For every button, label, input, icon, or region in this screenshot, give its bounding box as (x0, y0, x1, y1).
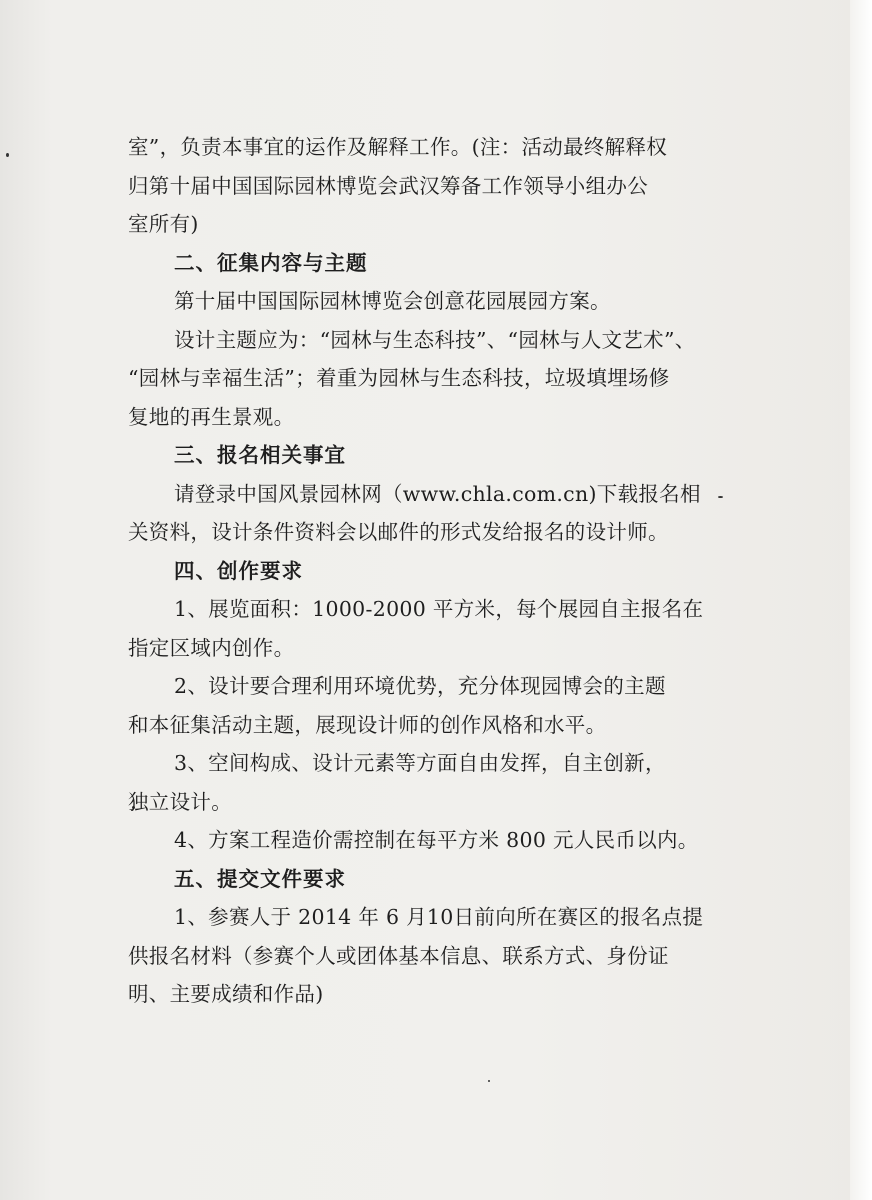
text-line: 独立设计。 (128, 789, 232, 814)
text-line: “园林与幸福生活”；着重为园林与生态科技，垃圾填埋场修 (128, 366, 670, 390)
text-line: 3、空间构成、设计元素等方面自由发挥，自主创新， (174, 751, 666, 775)
page-edge (850, 0, 872, 1200)
text-line: 4、方案工程造价需控制在每平方米 800 元人民币以内。 (174, 828, 699, 852)
text-line: 1、参赛人于 2014 年 6 月10日前向所在赛区的报名点提 (174, 905, 704, 929)
scan-speck (488, 1080, 490, 1082)
text-line: 和本征集活动主题，展现设计师的创作风格和水平。 (128, 712, 607, 737)
section-heading: 五、提交文件要求 (174, 866, 346, 891)
text-line: 第十届中国国际园林博览会创意花园展园方案。 (174, 289, 611, 313)
scan-speck (6, 153, 9, 157)
text-line: 室所有) (128, 212, 199, 236)
text-line: 1、展览面积：1000-2000 平方米，每个展园自主报名在 (174, 597, 704, 621)
document-body (128, 128, 728, 1014)
text-line: 请登录中国风景园林网（www.chla.com.cn)下载报名相 (174, 481, 701, 506)
section-heading: 二、征集内容与主题 (174, 250, 368, 275)
text-line: 供报名材料（参赛个人或团体基本信息、联系方式、身份证 (128, 943, 669, 968)
text-line: 指定区域内创作。 (128, 635, 295, 660)
text-line: 归第十届中国国际园林博览会武汉筹备工作领导小组办公 (128, 173, 648, 198)
section-heading: 三、报名相关事宜 (174, 443, 346, 467)
text-line: 关资料，设计条件资料会以邮件的形式发给报名的设计师。 (128, 520, 669, 544)
text-line: 室”，负责本事宜的运作及解释工作。(注：活动最终解释权 (128, 135, 668, 159)
text-line: 复地的再生景观。 (128, 404, 295, 429)
text-line: 明、主要成绩和作品) (128, 982, 324, 1006)
section-heading: 四、创作要求 (174, 558, 303, 583)
text-line: 2、设计要合理利用环境优势，充分体现园博会的主题 (174, 674, 666, 698)
text-line: 设计主题应为：“园林与生态科技”、“园林与人文艺术”、 (174, 327, 696, 352)
